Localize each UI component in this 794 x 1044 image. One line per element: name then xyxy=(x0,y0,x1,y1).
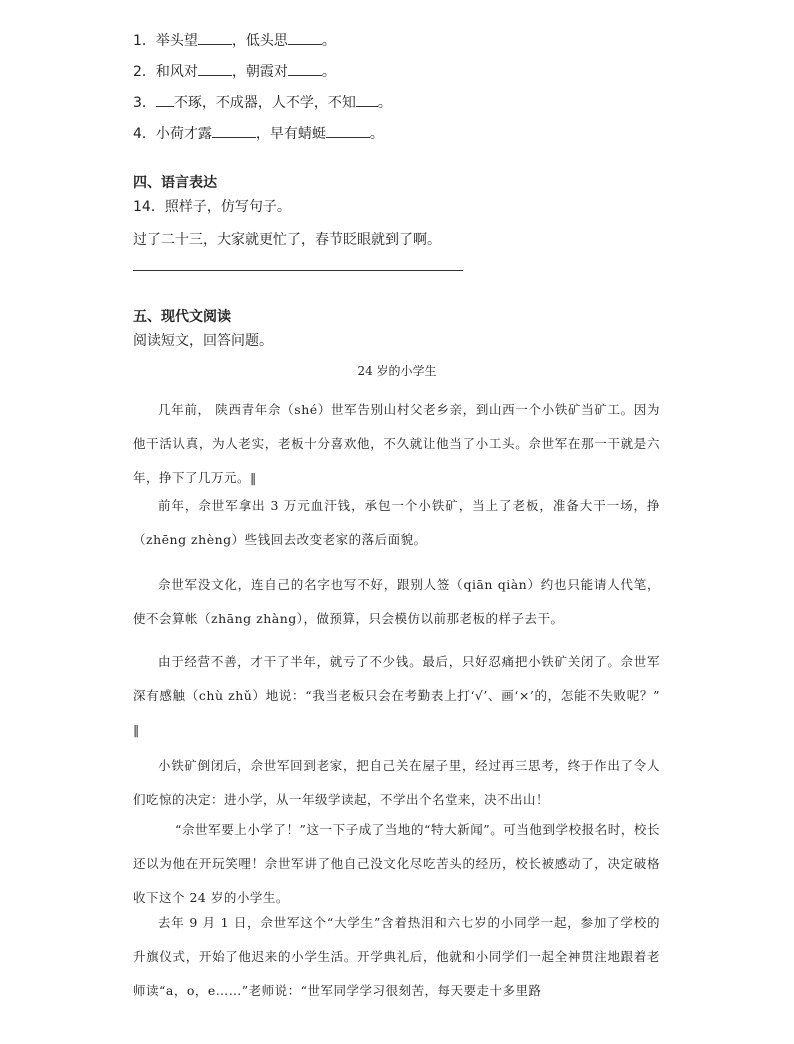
article-paragraph: 由于经营不善，才干了半年，就亏了不少钱。最后，只好忍痛把小铁矿关闭了。佘世军深有感触（chù zhǔ）地说：“我当老板只会在考勤表上打‘√’、画‘×’的，怎能不失败呢？” ‖ xyxy=(133,654,660,737)
item-text: 。 xyxy=(321,64,336,80)
answer-blank[interactable] xyxy=(288,61,322,76)
answer-blank[interactable] xyxy=(326,123,370,138)
answer-blank[interactable] xyxy=(212,123,256,138)
answer-blank[interactable] xyxy=(156,92,174,107)
article-paragraph: 几年前， 陕西青年佘（shé）世军告别山村父老乡亲，到山西一个小铁矿当矿工。因为他干活认真，为人老实，老板十分喜欢他，不久就让他当了小工头。佘世军在那一干就是六年，挣下了几万元。‖ xyxy=(133,402,660,485)
item-text: 和风对 xyxy=(155,64,198,80)
item-text: ，早有蜻蜓 xyxy=(255,126,326,142)
answer-blank[interactable] xyxy=(288,30,322,45)
article-paragraph: 前年，佘世军拿出 3 万元血汗钱，承包一个小铁矿，当上了老板，准备大干一场，挣（zhēng zhèng）些钱回去改变老家的落后面貌。 xyxy=(133,498,660,547)
article-paragraph: 佘世军没文化，连自己的名字也写不好，跟别人签（qiān qiàn）约也只能请人代笔，使不会算帐（zhāng zhàng），做预算，只会模仿以前那老板的样子去干。 xyxy=(133,577,660,626)
section-heading: 五、现代文阅读 xyxy=(133,309,231,325)
section-heading: 四、语言表达 xyxy=(133,175,217,191)
reading-instruction: 阅读短文，回答问题。 xyxy=(133,333,273,349)
answer-line[interactable] xyxy=(133,270,463,271)
answer-blank[interactable] xyxy=(198,61,232,76)
item-number: 4． xyxy=(133,126,156,142)
item-text: 不琢，不成器，人不学，不知 xyxy=(173,95,356,111)
item-text: ，低头思 xyxy=(231,33,288,49)
item-text: 。 xyxy=(321,33,336,49)
fill-item-4 xyxy=(133,123,384,143)
article-paragraph: 去年 9 月 1 日，佘世军这个“大学生”含着热泪和六七岁的小同学一起，参加了学校的升旗仪式，开始了他迟来的小学生活。开学典礼后，他就和小同学们一起全神贯注地跟着老师读“a，o，e……”老师说：“世军同学学习很刻苦，每天要走十多里路 xyxy=(133,915,660,998)
item-number: 1． xyxy=(133,33,156,49)
item-number: 2． xyxy=(133,64,156,80)
fill-item-3 xyxy=(133,92,392,112)
article-title: 24 岁的小学生 xyxy=(357,364,437,378)
item-text: 小荷才露 xyxy=(155,126,212,142)
item-text: 举头望 xyxy=(155,33,198,49)
item-number: 3． xyxy=(133,95,156,111)
answer-blank[interactable] xyxy=(198,30,232,45)
answer-blank[interactable] xyxy=(356,92,378,107)
item-text: 。 xyxy=(377,95,392,111)
question-prompt: 14．照样子，仿写句子。 xyxy=(133,199,291,215)
item-text: ，朝霞对 xyxy=(231,64,288,80)
article-paragraph: 小铁矿倒闭后，佘世军回到老家，把自己关在屋子里，经过再三思考，终于作出了令人们吃惊的决定：进小学，从一年级学读起，不学出个名堂来，决不出山！ xyxy=(133,758,660,807)
fill-item-2 xyxy=(133,61,336,81)
fill-item-1 xyxy=(133,30,336,50)
item-text: 。 xyxy=(369,126,384,142)
example-sentence: 过了二十三，大家就更忙了，春节眨眼就到了啊。 xyxy=(133,232,441,248)
article-paragraph: “佘世军要上小学了！”这一下子成了当地的“特大新闻”。可当他到学校报名时，校长还以为他在开玩笑哩！佘世军讲了他自己没文化尽吃苦头的经历，校长被感动了，决定破格收下这个 24 岁的小学生。 xyxy=(133,822,660,905)
